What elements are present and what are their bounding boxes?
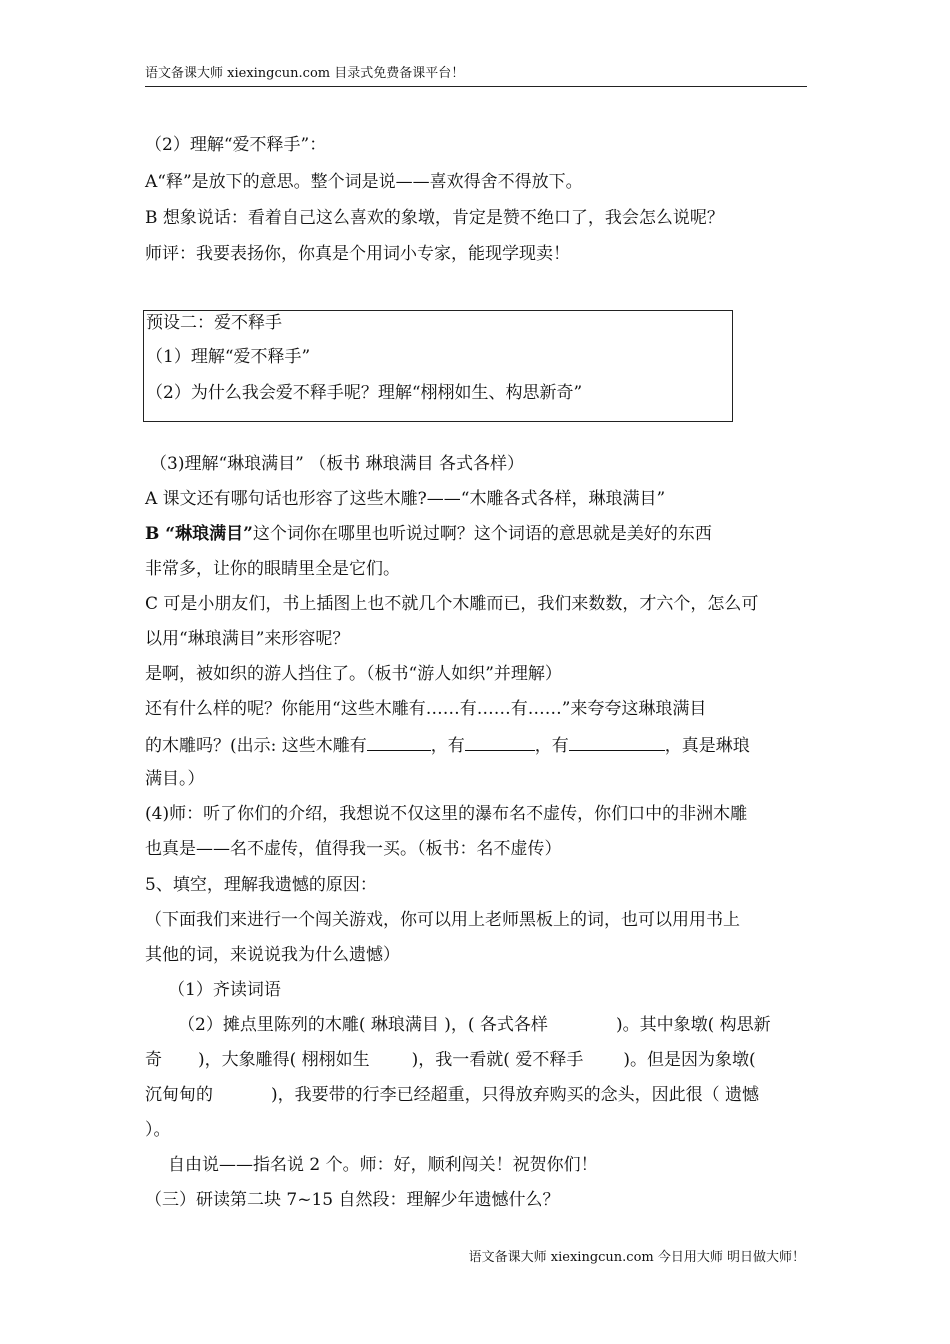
paragraph-teacher-comment: 师评：我要表扬你，你真是个用词小专家，能现学现卖！	[145, 244, 570, 264]
page-header: 语文备课大师 xiexingcun.com 目录式免费备课平台！	[145, 64, 807, 87]
paragraph-imagine-speak: B 想象说话：看着自己这么喜欢的象墩，肯定是赞不绝口了，我会怎么说呢？	[145, 208, 724, 228]
paragraph-shi-meaning: A“释”是放下的意思。整个词是说——喜欢得舍不得放下。	[145, 172, 583, 192]
paragraph-understand-aibushishou: （2）理解“爱不释手”：	[145, 135, 327, 155]
paragraph-linlang-a: A 课文还有哪句话也形容了这些木雕?——“木雕各式各样，琳琅满目”	[145, 489, 666, 509]
preset-item-1: （1）理解“爱不释手”	[146, 347, 311, 367]
fill-blank-2	[465, 732, 535, 751]
paragraph-game-intro-cont: 其他的词，来说说我为什么遗憾）	[145, 945, 400, 965]
paragraph-fill-2: 奇 )，大象雕得( 栩栩如生 )，我一看就( 爱不释手 )。但是因为象墩(	[145, 1050, 756, 1070]
page-footer: 语文备课大师 xiexingcun.com 今日用大师 明日做大师！	[468, 1250, 805, 1265]
paragraph-linlang-c: C 可是小朋友们，书上插图上也不就几个木雕而已，我们来数数，才六个，怎么可	[145, 594, 759, 614]
paragraph-what-else: 还有什么样的呢？你能用“这些木雕有……有……有……”来夸夸这琳琅满目	[145, 699, 707, 719]
paragraph-linlang-c-cont: 以用“琳琅满目”来形容呢？	[145, 629, 350, 649]
fill-blank-3	[569, 732, 665, 751]
paragraph-game-intro: （下面我们来进行一个闯关游戏，你可以用上老师黑板上的词，也可以用用书上	[145, 910, 740, 930]
paragraph-fill-sentence-cont: 满目。）	[145, 769, 205, 789]
preset-box	[143, 310, 733, 422]
paragraph-linlang-heading: （3)理解“琳琅满目” （板书 琳琅满目 各式各样）	[150, 454, 525, 474]
section-heading-3: （三）研读第二块 7~15 自然段：理解少年遗憾什么？	[145, 1190, 560, 1210]
paragraph-linlang-b: B “琳琅满目”这个词你在哪里也听说过啊？这个词语的意思就是美好的东西	[145, 524, 712, 544]
paragraph-free-talk: 自由说——指名说 2 个。师：好，顺利闯关！祝贺你们！	[168, 1155, 598, 1175]
paragraph-fill-1: （2）摊点里陈列的木雕( 琳琅满目 )，( 各式各样 )。其中象墩( 构思新	[178, 1015, 771, 1035]
paragraph-fill-4: ）。	[145, 1120, 171, 1140]
preset-item-2: （2）为什么我会爱不释手呢？理解“栩栩如生、构思新奇”	[146, 383, 583, 403]
fill-blank-1	[367, 732, 431, 751]
paragraph-teacher-4: (4)师：听了你们的介绍，我想说不仅这里的瀑布名不虚传，你们口中的非洲木雕	[145, 804, 748, 824]
paragraph-fill-sentence: 的木雕吗？(出示: 这些木雕有 ，有 ，有 ，真是琳琅	[145, 732, 750, 758]
paragraph-teacher-4-cont: 也真是——名不虚传，值得我一买。（板书：名不虚传）	[145, 839, 562, 859]
bold-term: B “琳琅满目”	[145, 524, 253, 544]
section-heading-5: 5、填空，理解我遗憾的原因：	[145, 875, 377, 895]
preset-title: 预设二：爱不释手	[146, 313, 282, 333]
paragraph-linlang-b-cont: 非常多，让你的眼睛里全是它们。	[145, 559, 400, 579]
paragraph-read-words: （1）齐读词语	[168, 980, 281, 1000]
paragraph-youren-ruzhi: 是啊，被如织的游人挡住了。（板书“游人如织”并理解）	[145, 664, 562, 684]
paragraph-fill-3: 沉甸甸的 )，我要带的行李已经超重，只得放弃购买的念头，因此很（ 遗憾	[145, 1085, 760, 1105]
